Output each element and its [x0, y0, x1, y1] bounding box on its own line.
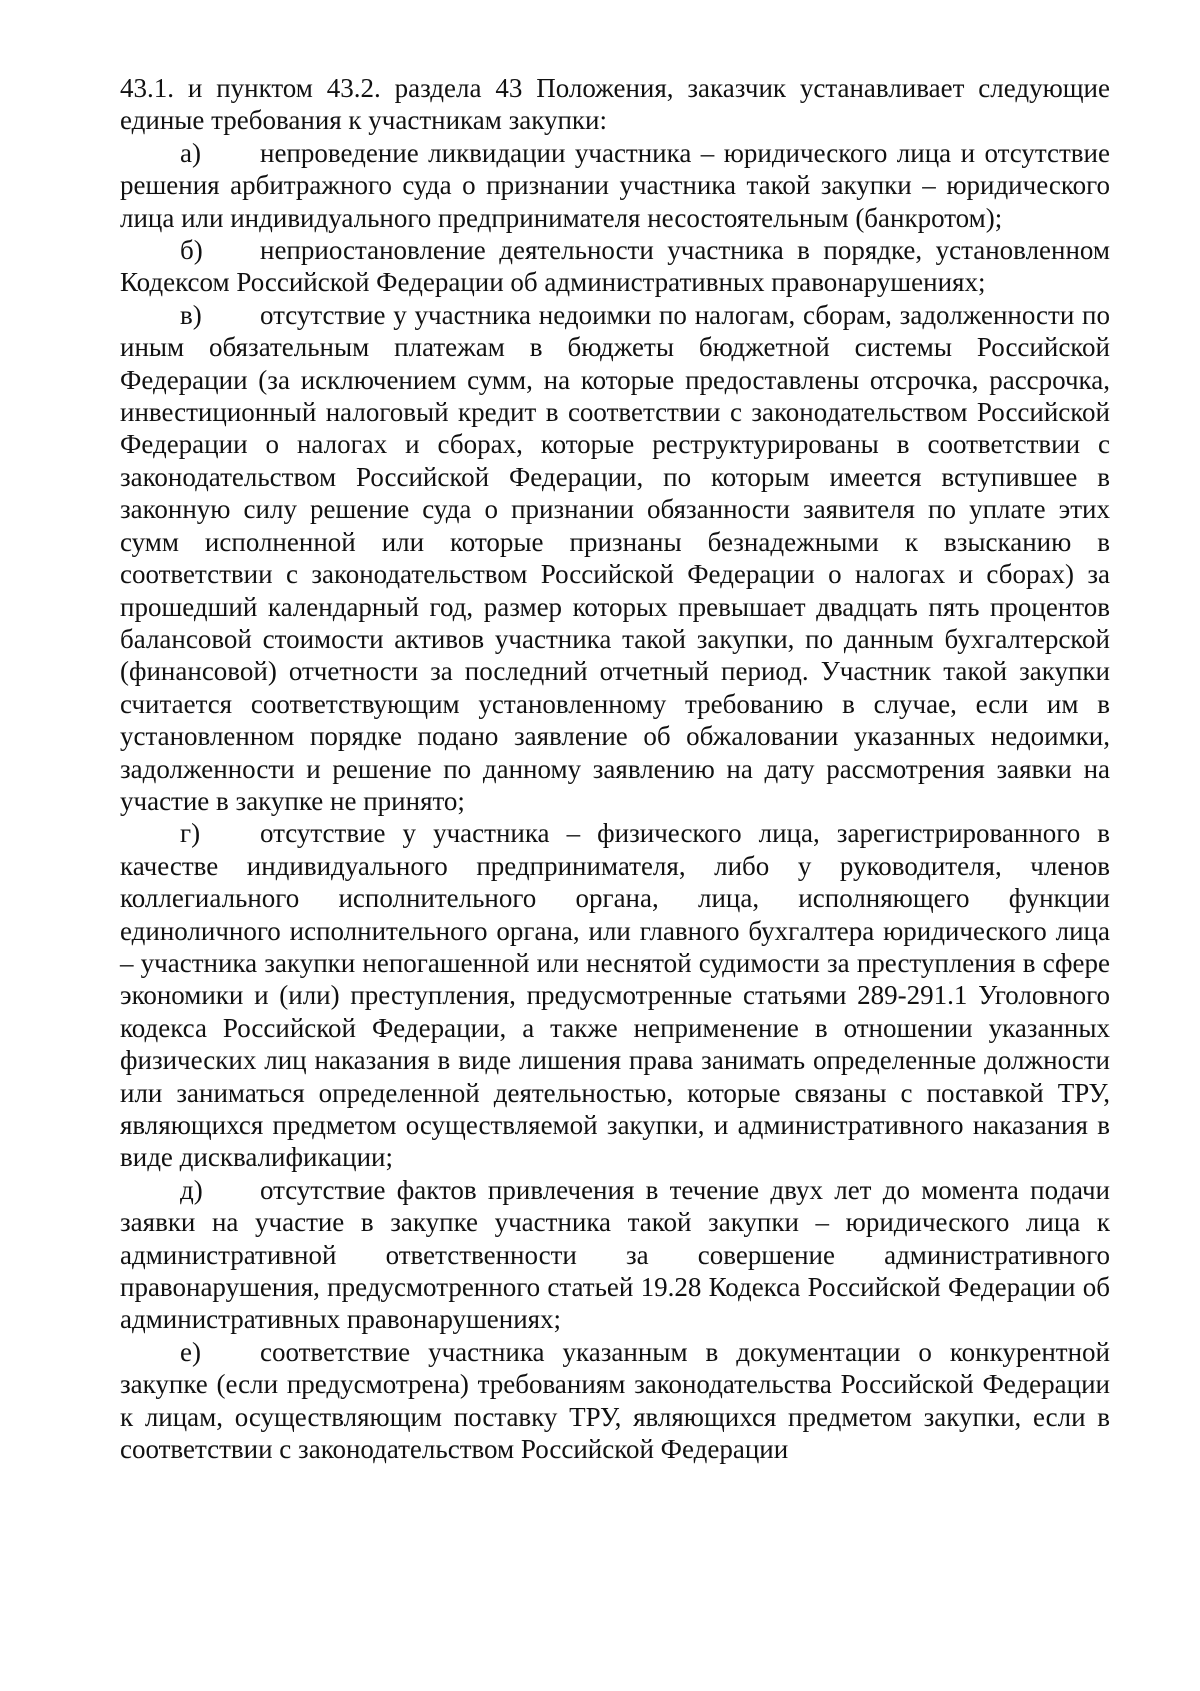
list-item-d — [120, 1174, 1110, 1336]
list-item-a — [120, 137, 1110, 234]
item-marker: б) — [180, 235, 203, 266]
item-text: отсутствие у участника – физического лица, зарегистрированного в качестве индивидуального предпринимателя, либо у руководителя, членов коллегиального исполнительного органа, лица, исполняющего функции единоличного исполнительного органа, или главного бухгалтера юридического лица – участника закупки непогашенной или неснятой судимости за преступления в сфере экономики и (или) преступления, предусмотренные статьями 289-291.1 Уголовного кодекса Российской Федерации, а также неприменение в отношении указанных физических лиц наказания в виде лишения права занимать определенные должности или заниматься определенной деятельностью, которые связаны с поставкой ТРУ, являющихся предметом осуществляемой закупки, и административного наказания в виде дисквалификации; — [120, 818, 1110, 1173]
list-item-b — [120, 234, 1110, 299]
list-item-e — [120, 1336, 1110, 1466]
document-page — [120, 72, 1110, 1465]
list-item-g — [120, 817, 1110, 1173]
list-item-v — [120, 299, 1110, 818]
item-text: неприостановление деятельности участника в порядке, установленном Кодексом Российской Федерации об административных правонарушениях; — [120, 235, 1110, 298]
item-text: отсутствие у участника недоимки по налогам, сборам, задолженности по иным обязательным платежам в бюджеты бюджетной системы Российской Федерации (за исключением сумм, на которые предоставлены отсрочка, рассрочка, инвестиционный налоговый кредит в соответствии с законодательством Российской Федерации о налогах и сборах, которые реструктурированы в соответствии с законодательством Российской Федерации, по которым имеется вступившее в законную силу решение суда о признании обязанности заявителя по уплате этих сумм исполненной или которые признаны безнадежными к взысканию в соответствии с законодательством Российской Федерации о налогах и сборах) за прошедший календарный год, размер которых превышает двадцать пять процентов балансовой стоимости активов участника такой закупки, по данным бухгалтерской (финансовой) отчетности за последний отчетный период. Участник такой закупки считается соответствующим установленному требованию в случае, если им в установленном порядке подано заявление об обжаловании указанных недоимки, задолженности и решение по данному заявлению на дату рассмотрения заявки на участие в закупке не принято; — [120, 299, 1110, 816]
item-text: отсутствие фактов привлечения в течение двух лет до момента подачи заявки на участие в закупке участника такой закупки – юридического лица к административной ответственности за совершение административного правонарушения, предусмотренного статьей 19.28 Кодекса Российской Федерации об административных правонарушениях; — [120, 1174, 1110, 1335]
item-marker: е) — [180, 1336, 201, 1367]
item-marker: в) — [180, 299, 202, 330]
item-marker: а) — [180, 137, 201, 168]
item-marker: д) — [180, 1174, 203, 1205]
item-marker: г) — [180, 818, 201, 849]
item-text: соответствие участника указанным в документации о конкурентной закупке (если предусмотрена) требованиям законодательства Российской Федерации к лицам, осуществляющим поставку ТРУ, являющихся предметом закупки, если в соответствии с законодательством Российской Федерации — [120, 1336, 1110, 1465]
item-text: непроведение ликвидации участника – юридического лица и отсутствие решения арбитражного суда о признании участника такой закупки – юридического лица или индивидуального предпринимателя несостоятельным (банкротом); — [120, 137, 1110, 233]
intro-paragraph: 43.1. и пунктом 43.2. раздела 43 Положения, заказчик устанавливает следующие единые требования к участникам закупки: — [120, 73, 1110, 136]
